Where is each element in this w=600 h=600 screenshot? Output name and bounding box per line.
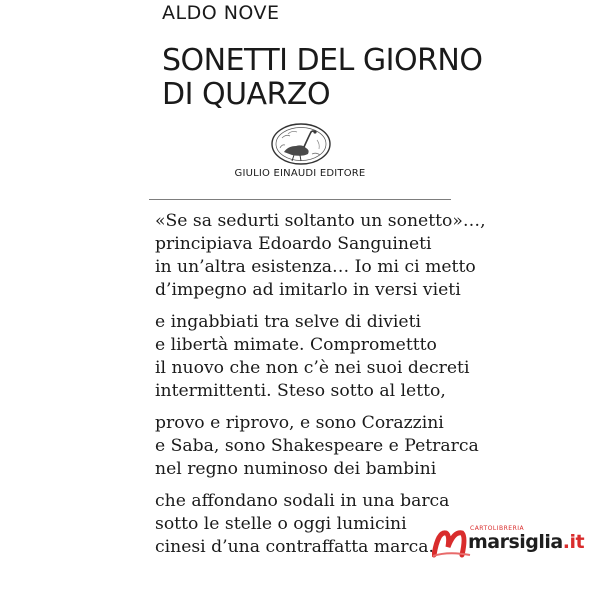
publisher-name: GIULIO EINAUDI EDITORE [234,168,366,179]
watermark-logo [432,525,597,559]
poem-line: nel regno numinoso dei bambini [155,459,437,479]
watermark-small-text: CARTOLIBRERIA [470,525,525,532]
poem-line: il nuovo che non c’è nei suoi decreti [155,358,470,378]
poem-line: provo e riprovo, e sono Corazzini [155,413,444,433]
poem-line: «Se sa sedurti soltanto un sonetto»…, [155,211,486,231]
title-line-2: DI QUARZO [162,77,331,112]
poem-line: e Saba, sono Shakespeare e Petrarca [155,436,479,456]
stanza-1 [155,210,486,302]
author-name: ALDO NOVE [162,2,280,24]
watermark-text [468,531,584,553]
poem-line: e libertà mimate. Compromettto [155,335,437,355]
watermark-name: marsiglia [468,531,563,553]
poem-line: d’impegno ad imitarlo in versi vieti [155,280,461,300]
divider-line [149,199,451,200]
poem-line: intermittenti. Steso sotto al letto, [155,381,446,401]
poem-line: sotto le stelle o oggi lumicini [155,514,407,534]
poem-line: principiava Edoardo Sanguineti [155,234,432,254]
poem-line: e ingabbiati tra selve di divieti [155,312,421,332]
book-title [162,44,482,112]
stanza-3 [155,412,486,481]
poem-text [155,210,486,568]
m-swoosh-icon [432,525,472,559]
ostrich-emblem-icon [270,122,332,166]
title-line-1: SONETTI DEL GIORNO [162,43,483,78]
poem-line: cinesi d’una contraffatta marca. [155,537,434,557]
watermark-tld: .it [562,531,585,553]
poem-line: in un’altra esistenza… Io mi ci metto [155,257,476,277]
poem-line: che affondano sodali in una barca [155,491,450,511]
stanza-2 [155,311,486,403]
